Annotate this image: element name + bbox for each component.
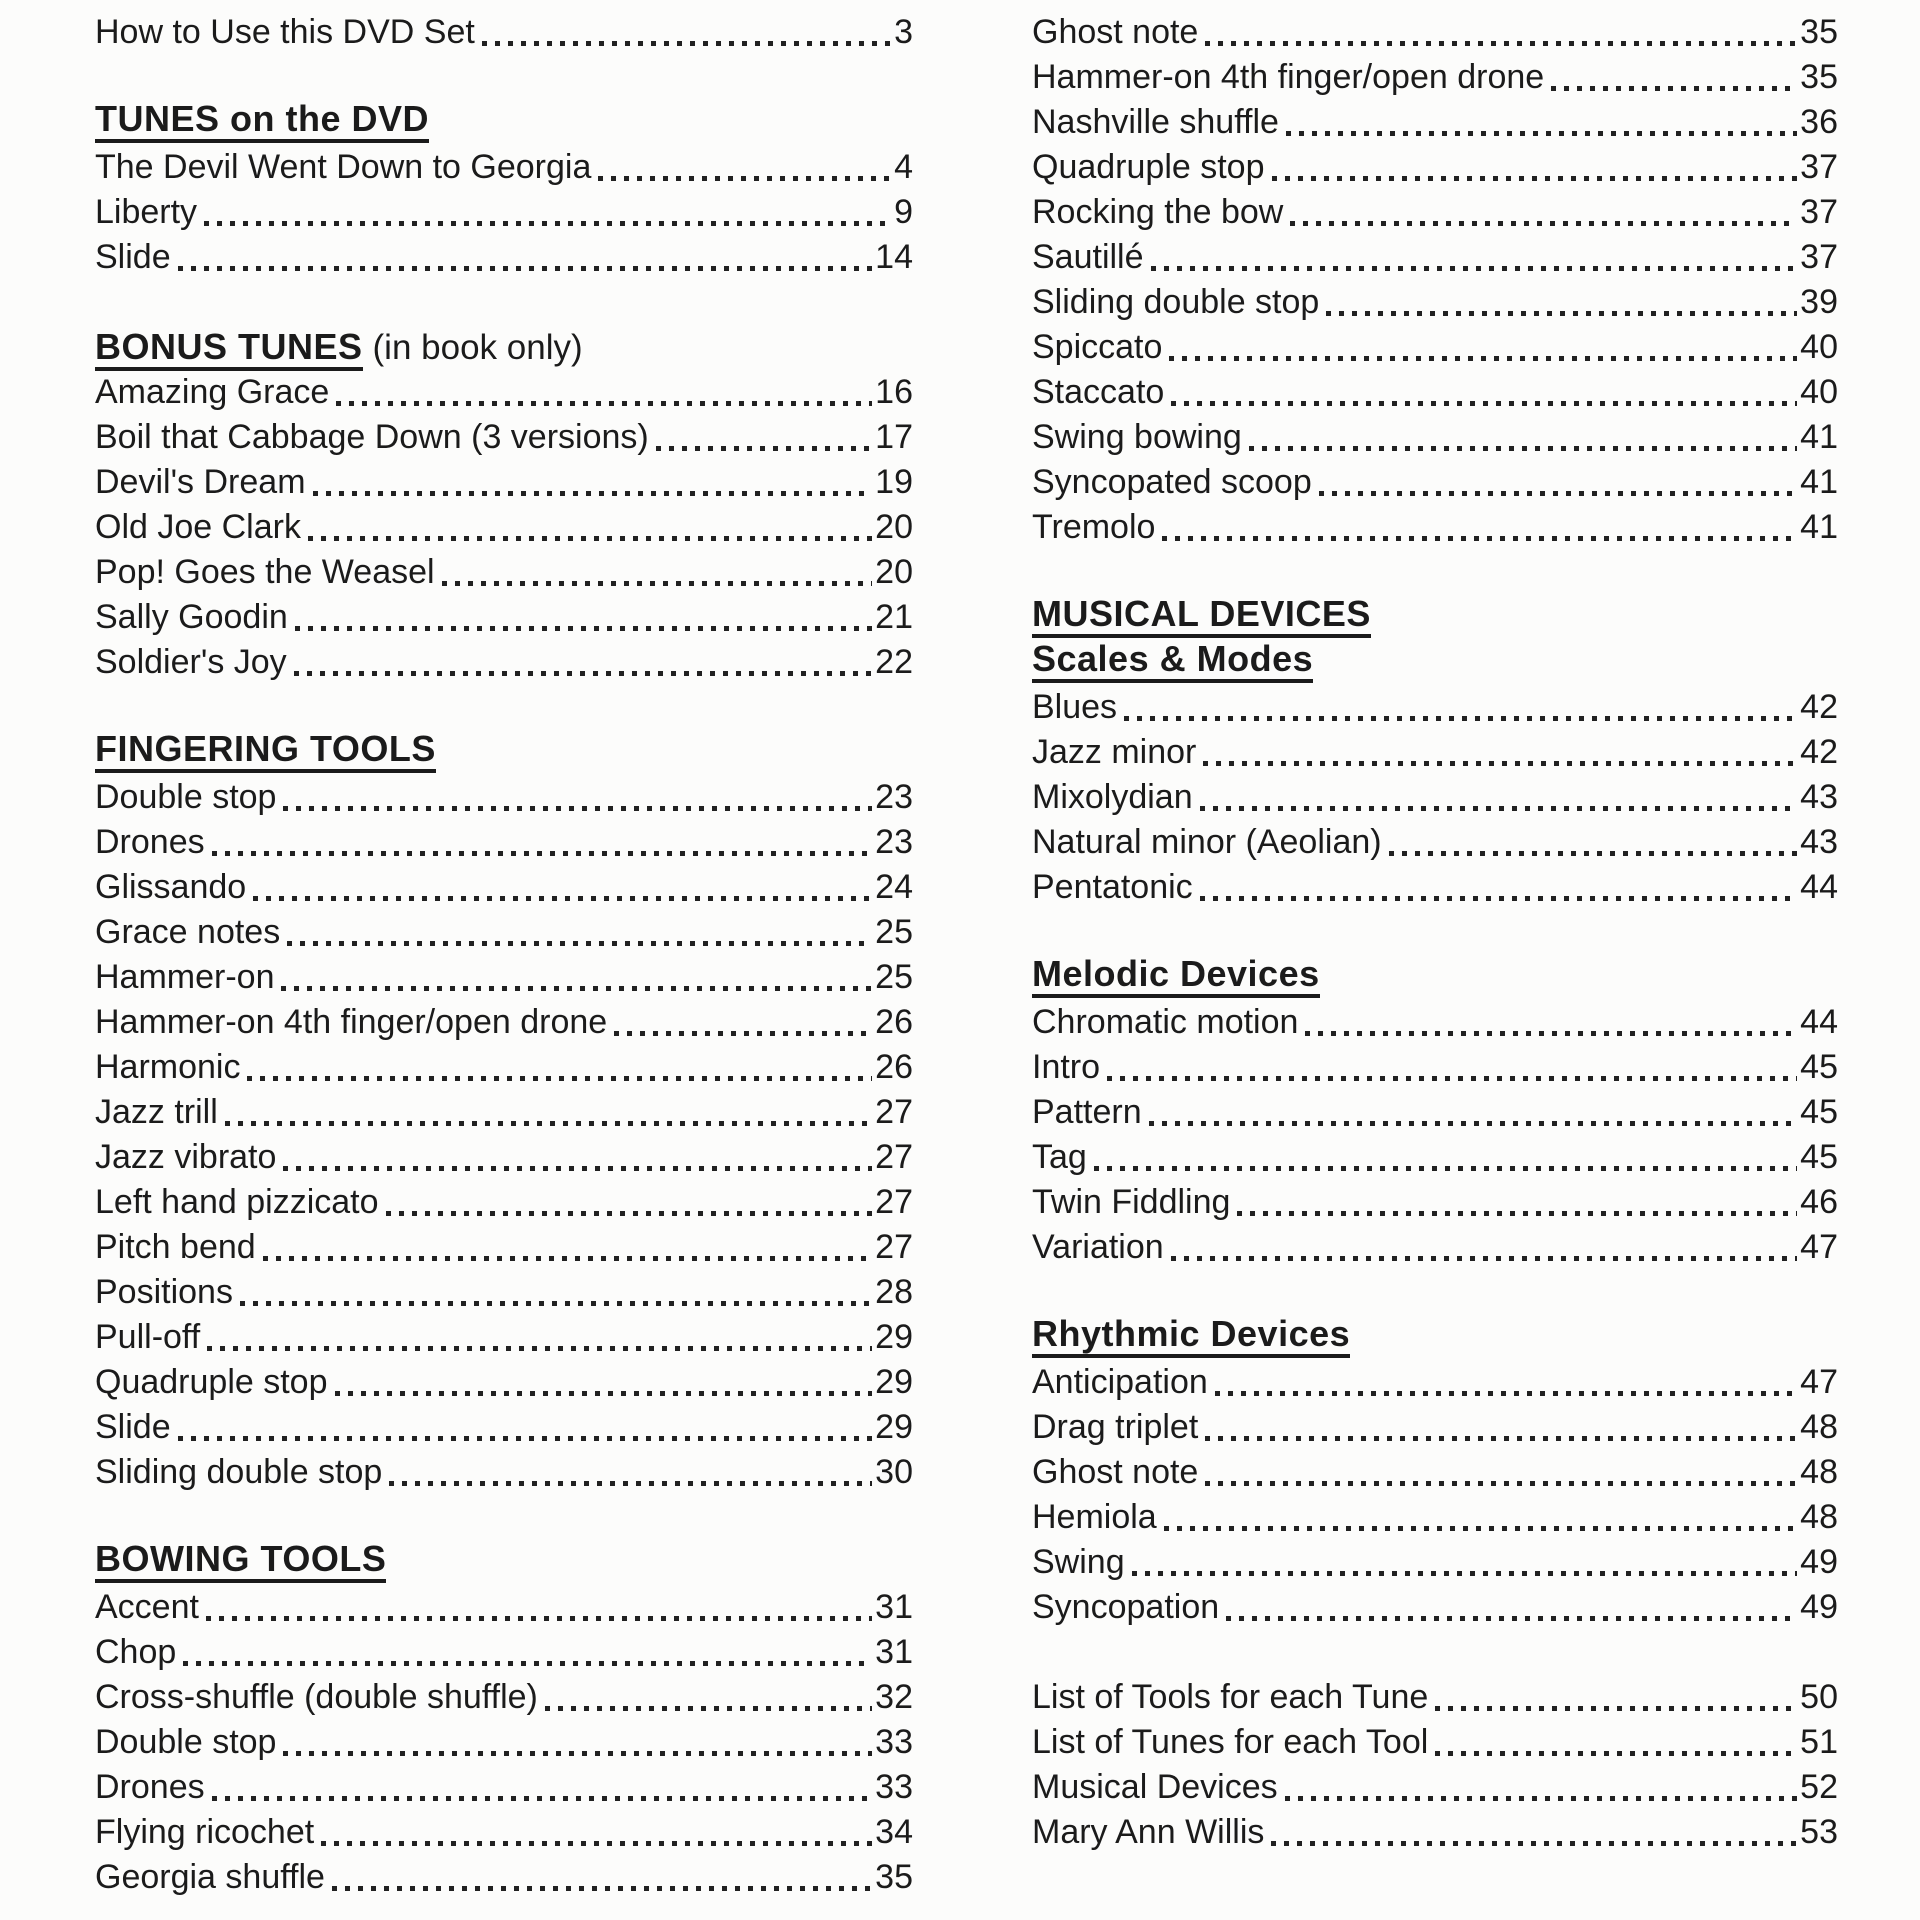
toc-entry-label: The Devil Went Down to Georgia <box>95 148 592 186</box>
toc-entry-page: 31 <box>875 1588 913 1626</box>
dot-leader <box>1164 1526 1797 1531</box>
toc-entry-page: 53 <box>1800 1813 1838 1851</box>
toc-entry-label: Pop! Goes the Weasel <box>95 553 435 591</box>
toc-entry <box>1032 1585 1838 1630</box>
toc-entry-label: Slide <box>95 1408 171 1446</box>
toc-entry <box>1032 1225 1838 1270</box>
toc-entry-page: 33 <box>875 1768 913 1806</box>
toc-entry-page: 42 <box>1800 688 1838 726</box>
toc-entry-page: 9 <box>894 193 913 231</box>
toc-entry-label: Swing bowing <box>1032 418 1242 456</box>
toc-entry <box>95 370 913 415</box>
toc-entry <box>1032 1360 1838 1405</box>
toc-entry-label: Soldier's Joy <box>95 643 287 681</box>
section-heading-text: Scales & Modes <box>1032 640 1313 683</box>
section-heading <box>95 325 913 370</box>
toc-entry <box>95 1045 913 1090</box>
dot-leader <box>178 266 873 271</box>
toc-entry-label: Harmonic <box>95 1048 241 1086</box>
toc-entry-label: Glissando <box>95 868 247 906</box>
toc-entry <box>1032 325 1838 370</box>
toc-entry-page: 49 <box>1800 1543 1838 1581</box>
dot-leader <box>1169 356 1797 361</box>
toc-entry-page: 27 <box>875 1183 913 1221</box>
toc-entry-label: Drag triplet <box>1032 1408 1199 1446</box>
toc-entry <box>95 1270 913 1315</box>
toc-entry-page: 21 <box>875 598 913 636</box>
toc-entry <box>95 1630 913 1675</box>
dot-leader <box>1171 401 1797 406</box>
toc-entry-page: 50 <box>1800 1678 1838 1716</box>
toc-entry-label: Spiccato <box>1032 328 1163 366</box>
section-heading <box>95 730 913 775</box>
dot-leader <box>656 446 872 451</box>
toc-entry <box>1032 145 1838 190</box>
toc-entry-label: List of Tunes for each Tool <box>1032 1723 1429 1761</box>
toc-entry <box>95 1405 913 1450</box>
toc-entry-page: 37 <box>1800 238 1838 276</box>
toc-entry-page: 46 <box>1800 1183 1838 1221</box>
toc-entry <box>1032 1495 1838 1540</box>
toc-entry-label: Jazz trill <box>95 1093 218 1131</box>
dot-leader <box>1205 41 1797 46</box>
toc-entry-label: Tremolo <box>1032 508 1156 546</box>
toc-entry-page: 24 <box>875 868 913 906</box>
dot-leader <box>212 1796 873 1801</box>
toc-entry-label: Swing <box>1032 1543 1125 1581</box>
section-heading-text: Rhythmic Devices <box>1032 1315 1350 1358</box>
toc-entry-label: Variation <box>1032 1228 1164 1266</box>
toc-group <box>1032 955 1838 1270</box>
toc-entry-label: Sliding double stop <box>1032 283 1320 321</box>
section-heading-suffix: (in book only) <box>372 328 583 367</box>
toc-entry-label: Anticipation <box>1032 1363 1208 1401</box>
dot-leader <box>1200 896 1798 901</box>
toc-entry-label: Old Joe Clark <box>95 508 301 546</box>
toc-entry <box>1032 1090 1838 1135</box>
toc-entry-label: Mary Ann Willis <box>1032 1813 1265 1851</box>
dot-leader <box>253 896 872 901</box>
toc-entry <box>1032 730 1838 775</box>
toc-entry-label: Pull-off <box>95 1318 201 1356</box>
toc-entry-label: Quadruple stop <box>1032 148 1265 186</box>
dot-leader <box>614 1031 872 1036</box>
toc-entry <box>1032 1765 1838 1810</box>
toc-entry-label: Accent <box>95 1588 199 1626</box>
toc-entry-page: 25 <box>875 913 913 951</box>
toc-entry <box>95 910 913 955</box>
toc-entry-page: 29 <box>875 1408 913 1446</box>
dot-leader <box>482 41 891 46</box>
toc-entry-label: Syncopation <box>1032 1588 1220 1626</box>
toc-entry-label: Cross-shuffle (double shuffle) <box>95 1678 538 1716</box>
toc-entry-label: Georgia shuffle <box>95 1858 325 1896</box>
toc-entry-label: Hemiola <box>1032 1498 1157 1536</box>
dot-leader <box>389 1481 872 1486</box>
toc-entry-label: Chop <box>95 1633 177 1671</box>
toc-entry-page: 48 <box>1800 1498 1838 1536</box>
dot-leader <box>1162 536 1797 541</box>
toc-entry-label: Syncopated scoop <box>1032 463 1312 501</box>
toc-entry <box>95 1135 913 1180</box>
dot-leader <box>332 1886 872 1891</box>
dot-leader <box>1249 446 1797 451</box>
dot-leader <box>1094 1166 1797 1171</box>
dot-leader <box>1290 221 1797 226</box>
toc-entry-label: Mixolydian <box>1032 778 1193 816</box>
toc-entry-page: 40 <box>1800 373 1838 411</box>
dot-leader <box>308 536 872 541</box>
section-heading <box>95 1540 913 1585</box>
toc-entry-label: Drones <box>95 1768 205 1806</box>
toc-entry <box>95 595 913 640</box>
dot-leader <box>1305 1031 1797 1036</box>
toc-entry <box>95 1180 913 1225</box>
toc-entry-label: Devil's Dream <box>95 463 306 501</box>
toc-entry-page: 43 <box>1800 778 1838 816</box>
toc-entry-page: 25 <box>875 958 913 996</box>
toc-entry-label: Ghost note <box>1032 13 1199 51</box>
toc-entry-page: 37 <box>1800 193 1838 231</box>
toc-entry <box>1032 820 1838 865</box>
toc-entry-label: Natural minor (Aeolian) <box>1032 823 1382 861</box>
toc-entry-page: 27 <box>875 1228 913 1266</box>
toc-entry-label: Flying ricochet <box>95 1813 315 1851</box>
dot-leader <box>1171 1256 1798 1261</box>
toc-entry <box>95 145 913 190</box>
toc-entry <box>1032 55 1838 100</box>
toc-entry-label: Amazing Grace <box>95 373 330 411</box>
toc-entry <box>95 550 913 595</box>
dot-leader <box>247 1076 872 1081</box>
toc-column-right <box>1032 10 1838 1900</box>
toc-entry-page: 16 <box>875 373 913 411</box>
toc-entry <box>95 1225 913 1270</box>
toc-entry <box>95 640 913 685</box>
toc-entry-label: Double stop <box>95 1723 277 1761</box>
dot-leader <box>178 1436 873 1441</box>
toc-entry <box>1032 1000 1838 1045</box>
toc-entry-page: 20 <box>875 553 913 591</box>
toc-entry-page: 37 <box>1800 148 1838 186</box>
toc-entry <box>95 235 913 280</box>
toc-entry <box>1032 10 1838 55</box>
section-heading-text: MUSICAL DEVICES <box>1032 595 1371 638</box>
toc-entry <box>1032 1405 1838 1450</box>
dot-leader <box>442 581 873 586</box>
dot-leader <box>1151 266 1798 271</box>
toc-entry-page: 47 <box>1800 1228 1838 1266</box>
toc-entry-page: 35 <box>1800 13 1838 51</box>
dot-leader <box>545 1706 872 1711</box>
toc-entry-page: 20 <box>875 508 913 546</box>
toc-entry-page: 22 <box>875 643 913 681</box>
dot-leader <box>1272 176 1798 181</box>
dot-leader <box>281 986 872 991</box>
toc-entry-page: 45 <box>1800 1138 1838 1176</box>
dot-leader <box>1285 1796 1798 1801</box>
dot-leader <box>283 806 872 811</box>
toc-entry <box>95 460 913 505</box>
toc-entry-page: 35 <box>875 1858 913 1896</box>
toc-entry-label: Musical Devices <box>1032 1768 1278 1806</box>
toc-entry-page: 44 <box>1800 1003 1838 1041</box>
toc-entry <box>95 1315 913 1360</box>
dot-leader <box>1200 806 1798 811</box>
toc-entry <box>95 1675 913 1720</box>
toc-entry <box>95 1000 913 1045</box>
toc-entry-page: 29 <box>875 1363 913 1401</box>
toc-entry <box>95 820 913 865</box>
dot-leader <box>1389 851 1798 856</box>
toc-entry <box>1032 1675 1838 1720</box>
toc-entry <box>95 1360 913 1405</box>
dot-leader <box>295 626 872 631</box>
toc-entry-label: Boil that Cabbage Down (3 versions) <box>95 418 649 456</box>
toc-entry-label: Sally Goodin <box>95 598 288 636</box>
toc-entry-label: List of Tools for each Tune <box>1032 1678 1429 1716</box>
toc-entry-label: Hammer-on 4th finger/open drone <box>95 1003 608 1041</box>
dot-leader <box>207 1346 872 1351</box>
toc-entry-page: 35 <box>1800 58 1838 96</box>
toc-entry-label: Positions <box>95 1273 233 1311</box>
toc-entry <box>1032 865 1838 910</box>
toc-entry-page: 34 <box>875 1813 913 1851</box>
toc-entry <box>1032 505 1838 550</box>
dot-leader <box>283 1166 872 1171</box>
toc-entry-label: Jazz minor <box>1032 733 1197 771</box>
toc-entry-label: Jazz vibrato <box>95 1138 277 1176</box>
toc-entry-page: 48 <box>1800 1453 1838 1491</box>
toc-entry-page: 23 <box>875 778 913 816</box>
toc-entry <box>95 1450 913 1495</box>
dot-leader <box>386 1211 873 1216</box>
toc-group <box>1032 10 1838 550</box>
toc-entry <box>95 1855 913 1900</box>
toc-entry-page: 41 <box>1800 418 1838 456</box>
dot-leader <box>1237 1211 1797 1216</box>
dot-leader <box>1205 1436 1797 1441</box>
toc-entry-label: Hammer-on <box>95 958 275 996</box>
toc-group <box>95 10 913 55</box>
toc-entry-page: 47 <box>1800 1363 1838 1401</box>
dot-leader <box>336 401 872 406</box>
toc-entry-page: 27 <box>875 1093 913 1131</box>
dot-leader <box>1326 311 1797 316</box>
toc-group <box>1032 595 1838 910</box>
toc-group <box>1032 1315 1838 1630</box>
toc-entry-label: Chromatic motion <box>1032 1003 1299 1041</box>
section-heading <box>1032 640 1838 685</box>
toc-entry-page: 30 <box>875 1453 913 1491</box>
dot-leader <box>283 1751 872 1756</box>
toc-entry-page: 3 <box>894 13 913 51</box>
toc-entry-label: Liberty <box>95 193 198 231</box>
toc-entry-page: 26 <box>875 1003 913 1041</box>
section-heading-text: TUNES on the DVD <box>95 100 429 143</box>
toc-entry <box>1032 190 1838 235</box>
toc-entry-page: 41 <box>1800 508 1838 546</box>
toc-entry-page: 39 <box>1800 283 1838 321</box>
dot-leader <box>1149 1121 1798 1126</box>
toc-group <box>95 1540 913 1900</box>
toc-entry <box>95 775 913 820</box>
toc-entry <box>1032 235 1838 280</box>
dot-leader <box>294 671 872 676</box>
toc-entry-page: 28 <box>875 1273 913 1311</box>
toc-entry-label: Slide <box>95 238 171 276</box>
dot-leader <box>1124 716 1797 721</box>
toc-group <box>95 730 913 1495</box>
toc-entry-label: Sliding double stop <box>95 1453 383 1491</box>
toc-entry <box>95 1585 913 1630</box>
dot-leader <box>313 491 873 496</box>
toc-entry-label: Quadruple stop <box>95 1363 328 1401</box>
toc-group <box>1032 1675 1838 1855</box>
toc-entry-label: Left hand pizzicato <box>95 1183 379 1221</box>
toc-entry-label: Ghost note <box>1032 1453 1199 1491</box>
toc-entry-label: Drones <box>95 823 205 861</box>
dot-leader <box>240 1301 872 1306</box>
toc-entry <box>95 1090 913 1135</box>
section-heading-text: Melodic Devices <box>1032 955 1320 998</box>
dot-leader <box>1215 1391 1797 1396</box>
toc-entry-page: 4 <box>894 148 913 186</box>
toc-entry-page: 40 <box>1800 328 1838 366</box>
toc-entry-page: 33 <box>875 1723 913 1761</box>
toc-entry-page: 32 <box>875 1678 913 1716</box>
toc-entry-page: 48 <box>1800 1408 1838 1446</box>
toc-entry-page: 44 <box>1800 868 1838 906</box>
toc-entry-page: 52 <box>1800 1768 1838 1806</box>
toc-entry <box>1032 1540 1838 1585</box>
toc-entry <box>95 190 913 235</box>
toc-entry <box>95 10 913 55</box>
toc-entry-label: Hammer-on 4th finger/open drone <box>1032 58 1545 96</box>
toc-entry <box>1032 1180 1838 1225</box>
toc-entry-page: 43 <box>1800 823 1838 861</box>
toc-entry-label: Tag <box>1032 1138 1087 1176</box>
toc-entry-label: Staccato <box>1032 373 1165 411</box>
toc-entry <box>1032 415 1838 460</box>
toc-entry <box>1032 1135 1838 1180</box>
toc-entry-label: Blues <box>1032 688 1118 726</box>
toc-entry-label: How to Use this DVD Set <box>95 13 475 51</box>
dot-leader <box>335 1391 873 1396</box>
dot-leader <box>287 941 872 946</box>
toc-entry-page: 31 <box>875 1633 913 1671</box>
section-heading-text: BONUS TUNES <box>95 328 363 371</box>
dot-leader <box>321 1841 872 1846</box>
dot-leader <box>204 221 891 226</box>
dot-leader <box>1551 86 1797 91</box>
section-heading-text: BOWING TOOLS <box>95 1540 386 1583</box>
toc-column-left <box>95 10 913 1920</box>
toc-entry <box>1032 460 1838 505</box>
toc-entry-page: 27 <box>875 1138 913 1176</box>
toc-entry <box>1032 685 1838 730</box>
toc-entry <box>1032 1045 1838 1090</box>
toc-entry <box>1032 370 1838 415</box>
dot-leader <box>1286 131 1797 136</box>
dot-leader <box>263 1256 873 1261</box>
toc-entry-label: Grace notes <box>95 913 281 951</box>
toc-entry-page: 26 <box>875 1048 913 1086</box>
toc-entry <box>1032 1720 1838 1765</box>
dot-leader <box>212 851 873 856</box>
toc-entry <box>1032 775 1838 820</box>
toc-entry <box>95 1765 913 1810</box>
toc-entry <box>1032 100 1838 145</box>
section-heading <box>1032 955 1838 1000</box>
section-heading <box>95 100 913 145</box>
dot-leader <box>225 1121 872 1126</box>
toc-entry <box>95 415 913 460</box>
toc-entry-page: 42 <box>1800 733 1838 771</box>
toc-group <box>95 325 913 685</box>
toc-entry <box>95 1810 913 1855</box>
toc-entry-label: Pentatonic <box>1032 868 1193 906</box>
toc-entry-page: 17 <box>875 418 913 456</box>
toc-entry <box>1032 1810 1838 1855</box>
toc-entry-page: 19 <box>875 463 913 501</box>
dot-leader <box>183 1661 872 1666</box>
dot-leader <box>1107 1076 1797 1081</box>
toc-entry-page: 23 <box>875 823 913 861</box>
toc-entry <box>1032 1450 1838 1495</box>
toc-entry-page: 45 <box>1800 1048 1838 1086</box>
dot-leader <box>1205 1481 1797 1486</box>
dot-leader <box>1226 1616 1797 1621</box>
dot-leader <box>598 176 891 181</box>
toc-entry-label: Intro <box>1032 1048 1101 1086</box>
dot-leader <box>1271 1841 1797 1846</box>
dot-leader <box>1203 761 1797 766</box>
toc-entry <box>95 1720 913 1765</box>
dot-leader <box>1435 1706 1797 1711</box>
dot-leader <box>1319 491 1797 496</box>
toc-entry-page: 36 <box>1800 103 1838 141</box>
toc-entry <box>95 955 913 1000</box>
toc-entry-label: Twin Fiddling <box>1032 1183 1231 1221</box>
toc-entry-page: 41 <box>1800 463 1838 501</box>
toc-entry-page: 51 <box>1800 1723 1838 1761</box>
toc-entry-label: Nashville shuffle <box>1032 103 1279 141</box>
toc-group <box>95 100 913 280</box>
toc-entry-page: 49 <box>1800 1588 1838 1626</box>
toc-entry-label: Sautillé <box>1032 238 1144 276</box>
toc-entry-page: 45 <box>1800 1093 1838 1131</box>
section-heading <box>1032 1315 1838 1360</box>
toc-entry <box>1032 280 1838 325</box>
toc-entry-label: Double stop <box>95 778 277 816</box>
toc-entry <box>95 865 913 910</box>
section-heading-text: FINGERING TOOLS <box>95 730 436 773</box>
toc-entry-label: Rocking the bow <box>1032 193 1284 231</box>
dot-leader <box>1435 1751 1797 1756</box>
toc-entry-page: 14 <box>875 238 913 276</box>
dot-leader <box>206 1616 872 1621</box>
section-heading <box>1032 595 1838 640</box>
toc-entry-label: Pitch bend <box>95 1228 256 1266</box>
dot-leader <box>1132 1571 1798 1576</box>
toc-entry <box>95 505 913 550</box>
toc-entry-label: Pattern <box>1032 1093 1142 1131</box>
toc-entry-page: 29 <box>875 1318 913 1356</box>
